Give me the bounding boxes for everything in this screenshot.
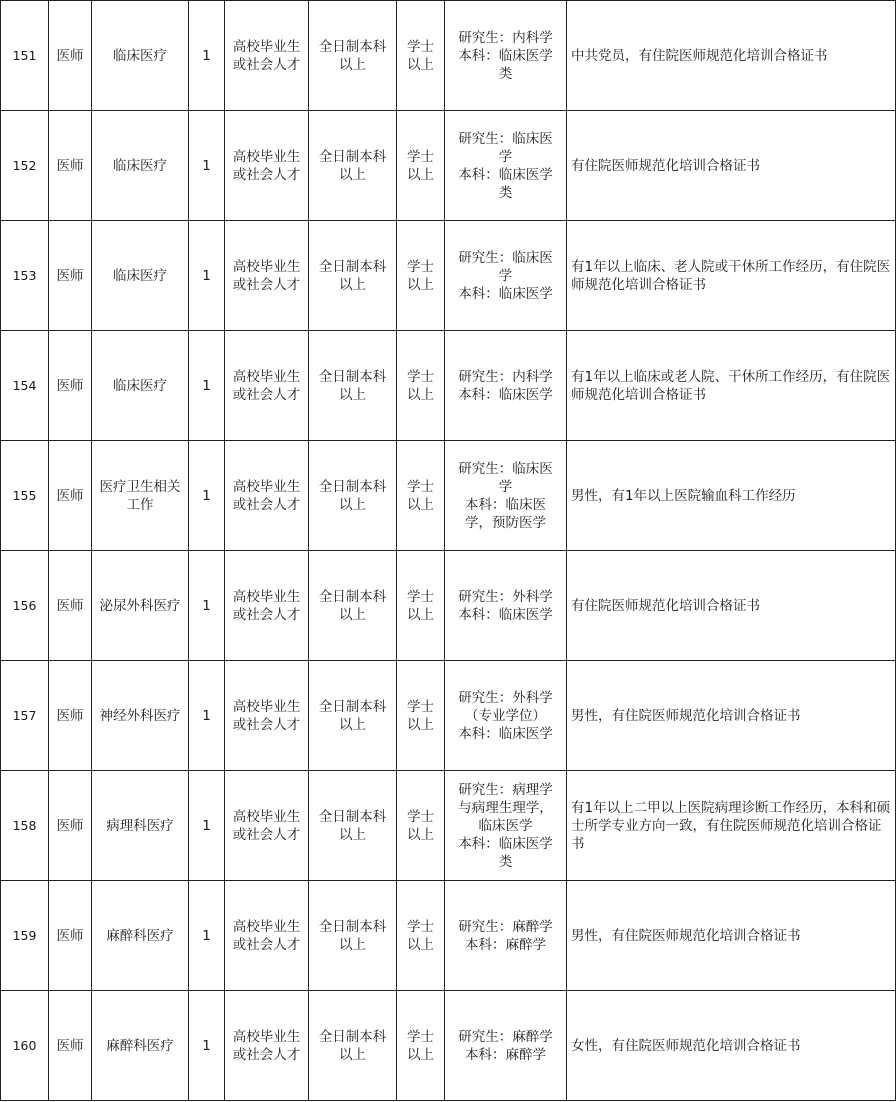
- post-title-cell: 医师: [49, 771, 92, 881]
- major-line: 学: [498, 148, 513, 165]
- major-line: 学，预防医学: [465, 514, 546, 531]
- education-line: 以上: [339, 496, 366, 513]
- major-line: 本科：临床医学: [458, 725, 553, 742]
- degree-line: 学士: [407, 258, 434, 275]
- degree-cell: [397, 991, 445, 1101]
- education-cell: [309, 1, 397, 111]
- degree-line: 学士: [407, 38, 434, 55]
- post-title-cell: 医师: [49, 881, 92, 991]
- major-line: 研究生：临床医: [458, 130, 553, 147]
- recruit-target-line: 高校毕业生: [232, 918, 301, 935]
- major-cell: [445, 111, 567, 221]
- major-line: 研究生：麻醉学: [458, 918, 553, 935]
- recruit-target-cell: [225, 551, 309, 661]
- degree-cell: [397, 881, 445, 991]
- major-line: 学: [498, 267, 513, 284]
- degree-line: 以上: [407, 496, 434, 513]
- headcount-cell: 1: [189, 771, 225, 881]
- headcount-cell: 1: [189, 551, 225, 661]
- recruit-target-line: 或社会人才: [232, 826, 301, 843]
- major-line: 本科：临床医学: [458, 835, 553, 852]
- row-number-cell: 159: [1, 881, 49, 991]
- requirements-cell: 有住院医师规范化培训合格证书: [567, 551, 896, 661]
- post-title-cell: 医师: [49, 331, 92, 441]
- headcount-cell: 1: [189, 991, 225, 1101]
- post-title-cell: 医师: [49, 221, 92, 331]
- specialty-cell: 麻醉科医疗: [92, 991, 189, 1101]
- degree-line: 学士: [407, 698, 434, 715]
- table-row: [1, 441, 896, 551]
- recruit-target-cell: [225, 991, 309, 1101]
- major-line: 研究生：内科学: [458, 368, 553, 385]
- education-line: 全日制本科: [318, 918, 387, 935]
- major-cell: [445, 551, 567, 661]
- major-line: 本科：临床医学: [458, 47, 553, 64]
- table-row: [1, 331, 896, 441]
- major-line: 研究生：临床医: [458, 249, 553, 266]
- education-line: 全日制本科: [318, 368, 387, 385]
- major-line: 研究生：外科学: [458, 689, 553, 706]
- major-cell: [445, 661, 567, 771]
- degree-line: 以上: [407, 606, 434, 623]
- major-line: 研究生：病理学: [458, 781, 553, 798]
- headcount-cell: 1: [189, 881, 225, 991]
- row-number-cell: 154: [1, 331, 49, 441]
- degree-line: 以上: [407, 716, 434, 733]
- education-cell: [309, 551, 397, 661]
- headcount-cell: 1: [189, 1, 225, 111]
- education-line: 以上: [339, 386, 366, 403]
- education-line: 全日制本科: [318, 258, 387, 275]
- degree-cell: [397, 771, 445, 881]
- headcount-cell: 1: [189, 111, 225, 221]
- recruit-target-line: 高校毕业生: [232, 1028, 301, 1045]
- recruit-target-cell: [225, 1, 309, 111]
- table-body: [1, 1, 896, 1101]
- education-line: 全日制本科: [318, 1028, 387, 1045]
- major-cell: [445, 441, 567, 551]
- recruit-target-line: 高校毕业生: [232, 698, 301, 715]
- degree-line: 以上: [407, 1046, 434, 1063]
- table-row: [1, 881, 896, 991]
- education-line: 全日制本科: [318, 478, 387, 495]
- post-title-cell: 医师: [49, 1, 92, 111]
- degree-cell: [397, 1, 445, 111]
- requirements-cell: 有1年以上二甲以上医院病理诊断工作经历，本科和硕士所学专业方向一致，有住院医师规范化培训合格证书: [567, 771, 896, 881]
- education-cell: [309, 111, 397, 221]
- table-row: [1, 551, 896, 661]
- major-line: 临床医学: [478, 817, 533, 834]
- education-line: 全日制本科: [318, 148, 387, 165]
- major-cell: [445, 331, 567, 441]
- education-line: 以上: [339, 56, 366, 73]
- post-title-cell: 医师: [49, 991, 92, 1101]
- recruit-target-line: 高校毕业生: [232, 808, 301, 825]
- education-cell: [309, 441, 397, 551]
- recruit-target-line: 高校毕业生: [232, 368, 301, 385]
- post-title-cell: 医师: [49, 111, 92, 221]
- degree-line: 学士: [407, 368, 434, 385]
- degree-line: 以上: [407, 386, 434, 403]
- education-cell: [309, 221, 397, 331]
- specialty-cell: 临床医疗: [92, 221, 189, 331]
- recruit-target-line: 高校毕业生: [232, 258, 301, 275]
- headcount-cell: 1: [189, 441, 225, 551]
- education-line: 全日制本科: [318, 808, 387, 825]
- requirements-cell: 男性，有住院医师规范化培训合格证书: [567, 661, 896, 771]
- requirements-cell: 有1年以上临床或老人院、干休所工作经历，有住院医师规范化培训合格证书: [567, 331, 896, 441]
- education-line: 以上: [339, 716, 366, 733]
- requirements-cell: 男性，有1年以上医院输血科工作经历: [567, 441, 896, 551]
- degree-line: 学士: [407, 588, 434, 605]
- degree-line: 学士: [407, 808, 434, 825]
- specialty-cell: 麻醉科医疗: [92, 881, 189, 991]
- recruit-target-cell: [225, 221, 309, 331]
- major-cell: [445, 771, 567, 881]
- row-number-cell: 156: [1, 551, 49, 661]
- major-line: 研究生：内科学: [458, 29, 553, 46]
- education-line: 以上: [339, 606, 366, 623]
- specialty-cell: 临床医疗: [92, 111, 189, 221]
- major-line: 本科：临床医学: [458, 166, 553, 183]
- degree-line: 以上: [407, 826, 434, 843]
- table-row: [1, 221, 896, 331]
- recruit-target-cell: [225, 881, 309, 991]
- specialty-cell: 病理科医疗: [92, 771, 189, 881]
- major-line: 研究生：临床医: [458, 460, 553, 477]
- education-cell: [309, 661, 397, 771]
- recruit-target-line: 高校毕业生: [232, 478, 301, 495]
- specialty-cell: 泌尿外科医疗: [92, 551, 189, 661]
- specialty-cell: 医疗卫生相关工作: [92, 441, 189, 551]
- recruit-target-cell: [225, 331, 309, 441]
- specialty-cell: 神经外科医疗: [92, 661, 189, 771]
- education-line: 全日制本科: [318, 38, 387, 55]
- requirements-cell: 女性，有住院医师规范化培训合格证书: [567, 991, 896, 1101]
- degree-cell: [397, 551, 445, 661]
- education-cell: [309, 881, 397, 991]
- recruit-target-line: 或社会人才: [232, 1046, 301, 1063]
- recruit-target-line: 或社会人才: [232, 716, 301, 733]
- major-line: 本科：临床医学: [458, 606, 553, 623]
- requirements-cell: 男性，有住院医师规范化培训合格证书: [567, 881, 896, 991]
- degree-line: 以上: [407, 56, 434, 73]
- recruit-target-line: 或社会人才: [232, 166, 301, 183]
- major-line: 类: [498, 184, 513, 201]
- major-line: 研究生：麻醉学: [458, 1028, 553, 1045]
- degree-cell: [397, 111, 445, 221]
- recruit-target-line: 或社会人才: [232, 496, 301, 513]
- table-row: [1, 991, 896, 1101]
- recruit-target-cell: [225, 111, 309, 221]
- degree-line: 学士: [407, 918, 434, 935]
- degree-cell: [397, 331, 445, 441]
- specialty-cell: 临床医疗: [92, 331, 189, 441]
- major-cell: [445, 1, 567, 111]
- requirements-cell: 有住院医师规范化培训合格证书: [567, 111, 896, 221]
- recruit-target-cell: [225, 771, 309, 881]
- requirements-cell: 中共党员，有住院医师规范化培训合格证书: [567, 1, 896, 111]
- row-number-cell: 151: [1, 1, 49, 111]
- major-line: 本科：麻醉学: [465, 1046, 546, 1063]
- major-cell: [445, 881, 567, 991]
- major-line: 类: [498, 65, 513, 82]
- recruit-target-cell: [225, 661, 309, 771]
- major-line: 与病理生理学，: [458, 799, 553, 816]
- row-number-cell: 155: [1, 441, 49, 551]
- education-cell: [309, 991, 397, 1101]
- recruit-target-cell: [225, 441, 309, 551]
- row-number-cell: 152: [1, 111, 49, 221]
- headcount-cell: 1: [189, 221, 225, 331]
- degree-line: 以上: [407, 936, 434, 953]
- education-cell: [309, 771, 397, 881]
- education-line: 以上: [339, 276, 366, 293]
- education-cell: [309, 331, 397, 441]
- table-row: [1, 1, 896, 111]
- recruit-target-line: 或社会人才: [232, 936, 301, 953]
- major-line: 研究生：外科学: [458, 588, 553, 605]
- major-line: 类: [498, 853, 513, 870]
- education-line: 以上: [339, 166, 366, 183]
- degree-cell: [397, 661, 445, 771]
- degree-line: 学士: [407, 478, 434, 495]
- degree-line: 学士: [407, 148, 434, 165]
- row-number-cell: 153: [1, 221, 49, 331]
- education-line: 以上: [339, 936, 366, 953]
- recruit-target-line: 高校毕业生: [232, 38, 301, 55]
- education-line: 全日制本科: [318, 588, 387, 605]
- recruit-target-line: 高校毕业生: [232, 588, 301, 605]
- requirements-cell: 有1年以上临床、老人院或干休所工作经历，有住院医师规范化培训合格证书: [567, 221, 896, 331]
- major-cell: [445, 221, 567, 331]
- table-row: [1, 771, 896, 881]
- recruit-target-line: 或社会人才: [232, 276, 301, 293]
- major-line: 本科：麻醉学: [465, 936, 546, 953]
- major-cell: [445, 991, 567, 1101]
- education-line: 以上: [339, 1046, 366, 1063]
- recruit-target-line: 或社会人才: [232, 386, 301, 403]
- major-line: （专业学位）: [465, 707, 546, 724]
- education-line: 以上: [339, 826, 366, 843]
- post-title-cell: 医师: [49, 661, 92, 771]
- degree-cell: [397, 441, 445, 551]
- major-line: 学: [498, 478, 513, 495]
- education-line: 全日制本科: [318, 698, 387, 715]
- table-row: [1, 661, 896, 771]
- recruit-target-line: 或社会人才: [232, 606, 301, 623]
- major-line: 本科：临床医学: [458, 285, 553, 302]
- major-line: 本科：临床医学: [458, 386, 553, 403]
- degree-line: 学士: [407, 1028, 434, 1045]
- row-number-cell: 157: [1, 661, 49, 771]
- table-row: [1, 111, 896, 221]
- recruit-target-line: 高校毕业生: [232, 148, 301, 165]
- row-number-cell: 160: [1, 991, 49, 1101]
- specialty-cell: 临床医疗: [92, 1, 189, 111]
- post-title-cell: 医师: [49, 551, 92, 661]
- degree-cell: [397, 221, 445, 331]
- degree-line: 以上: [407, 166, 434, 183]
- headcount-cell: 1: [189, 331, 225, 441]
- degree-line: 以上: [407, 276, 434, 293]
- row-number-cell: 158: [1, 771, 49, 881]
- headcount-cell: 1: [189, 661, 225, 771]
- recruit-target-line: 或社会人才: [232, 56, 301, 73]
- major-line: 本科：临床医: [465, 496, 546, 513]
- post-title-cell: 医师: [49, 441, 92, 551]
